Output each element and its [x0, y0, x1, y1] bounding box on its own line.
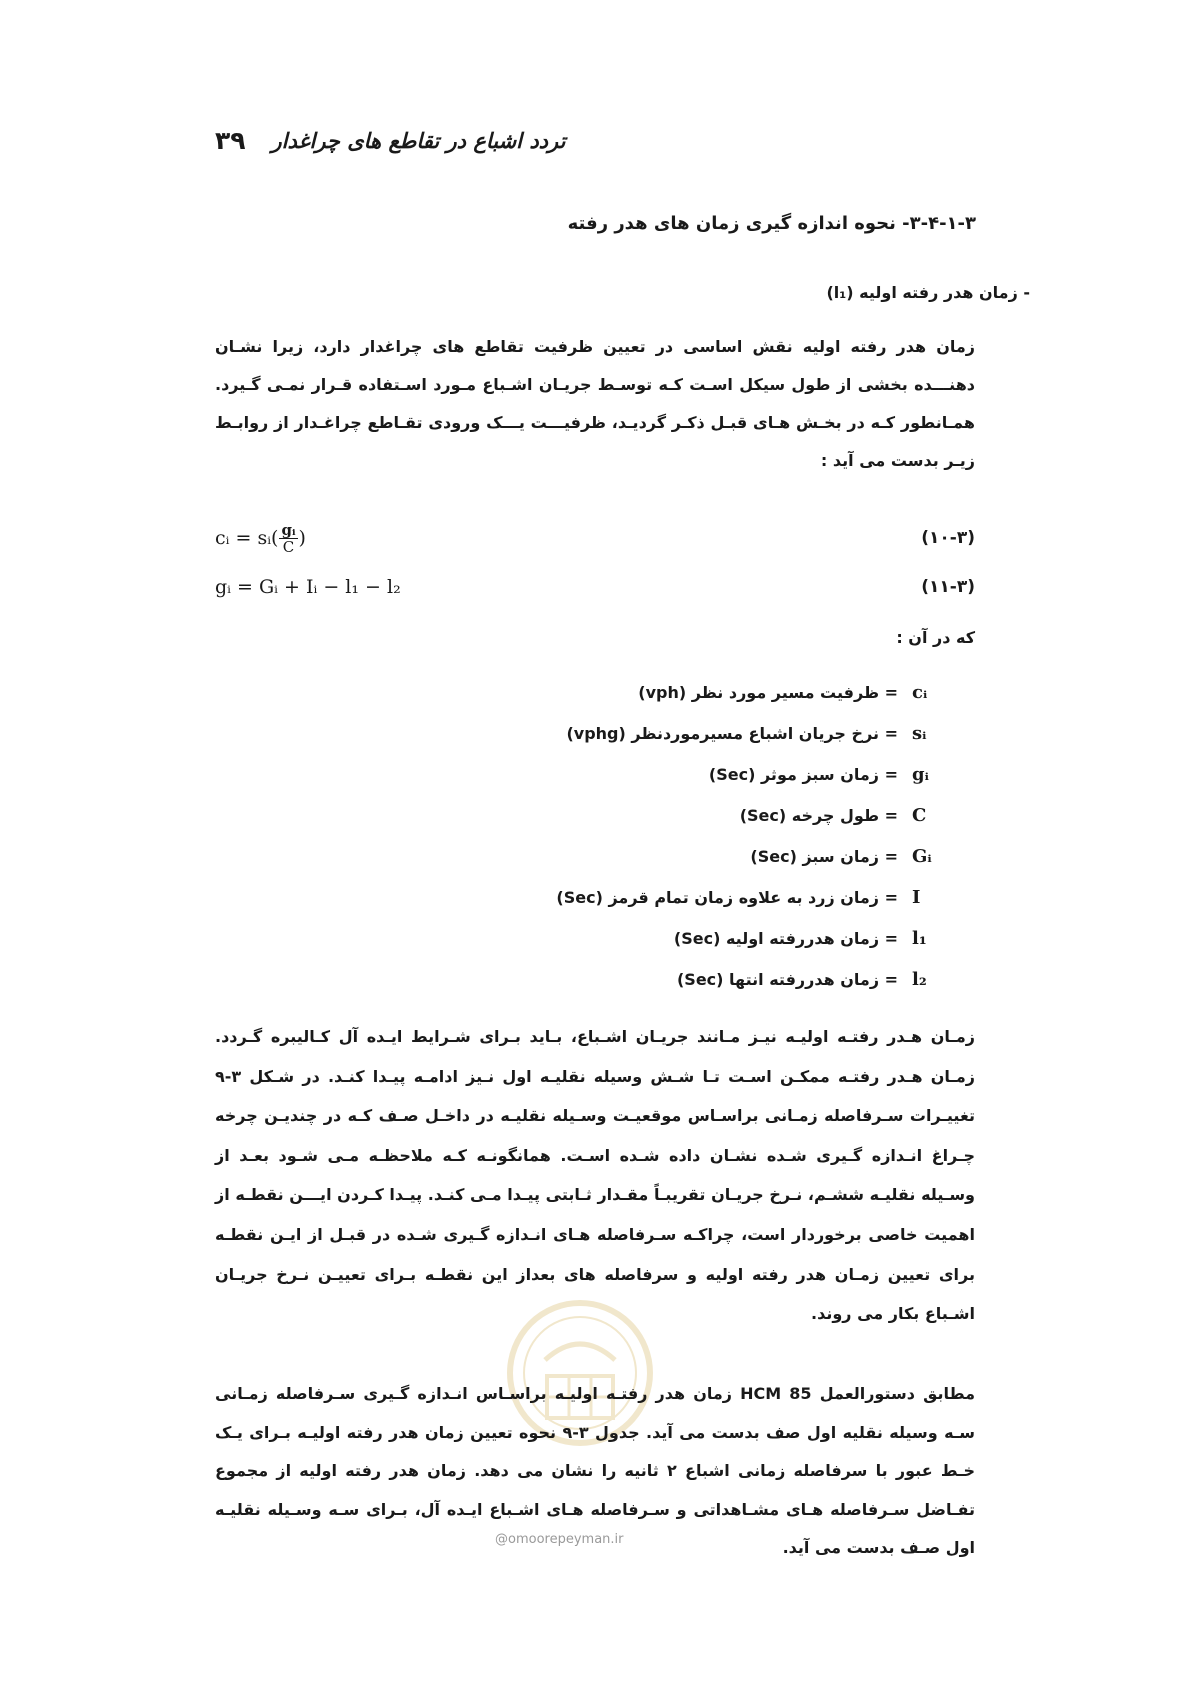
sub-heading: - زمان هدر رفته اولیه (l₁) — [826, 283, 1030, 302]
running-header-title: تردد اشباع در تقاطع های چراغدار — [271, 127, 566, 153]
definition-symbol: cᵢ — [912, 682, 928, 703]
definition-item — [338, 877, 938, 918]
paragraph-hcm85: مطابق دستورالعمل HCM 85 زمان هدر رفتـه اولیـه براسـاس انـدازه گـیری سـرفاصله زمـانی سـه وسیله نقلیه اول صف بدست می آید. جدول ۳-۹ نحوه تعیین زمان هدر رفته اولیـه بـرای یـک خـط عبور با سرفاصله زمانی اشباع ۲ ثانیه را نشان می دهد. زمان هدر رفته اولیه از مجموع تفـاضل سـرفاصله هـای مشـاهداتی و سـرفاصله هـای اشـباع ایـده آل، بـرای سـه وسـیله نقلیـه اول صـف بدست می آید. — [215, 1384, 976, 1557]
definition-symbol: I — [912, 887, 921, 908]
definition-text: = ظرفیت مسیر مورد نظر (vph) — [638, 683, 898, 702]
equation-11-3 — [215, 567, 975, 607]
formula-effective-green: gᵢ = Gᵢ + Iᵢ − l₁ − l₂ — [215, 576, 401, 598]
definition-symbol: l₁ — [912, 928, 927, 949]
definition-item — [338, 918, 938, 959]
definition-symbol: l₂ — [912, 969, 927, 990]
definition-text: = زمان هدررفته انتها (Sec) — [676, 970, 898, 989]
formula-capacity-lhs: cᵢ = sᵢ( — [215, 527, 279, 549]
definition-text: = طول چرخه (Sec) — [739, 806, 898, 825]
definition-item — [338, 713, 938, 754]
definition-text: = زمان زرد به علاوه زمان تمام قرمز (Sec) — [556, 888, 898, 907]
definition-text: = زمان هدررفته اولیه (Sec) — [673, 929, 898, 948]
watermark-url: @omoorepeyman.ir — [495, 1532, 624, 1547]
equation-10-3 — [215, 518, 975, 558]
definition-symbol: sᵢ — [912, 723, 927, 744]
definition-symbol: gᵢ — [912, 764, 929, 785]
definition-list — [338, 672, 938, 1000]
definition-symbol: Gᵢ — [912, 846, 932, 867]
definition-item — [338, 836, 938, 877]
fraction-numerator: gᵢ — [281, 520, 296, 539]
definition-item — [338, 672, 938, 713]
definition-text: = زمان سبز (Sec) — [750, 847, 898, 866]
formula-capacity-rhs: ) — [298, 527, 306, 549]
section-heading: ۳-۴-۱-۳- نحوه اندازه گیری زمان های هدر رفته — [567, 213, 976, 234]
paragraph-intro: زمان هدر رفته اولیه نقش اساسی در تعیین ظرفیت تقاطع های چراغدار دارد، زیرا نشـان دهنـــده بخشی از طول سیکل اسـت کـه توسـط جریـان اشـباع مـورد اسـتفاده قـرار نمـی گـیرد. همـانطور کـه در بخـش هـای قبـل ذکـر گردیـد، ظرفیـــت یـــک ورودی تقـاطع چراغـدار از روابـط زیـر بدست می آید : — [215, 337, 975, 470]
formula-fraction — [279, 522, 297, 555]
equation-number: (۱۰-۳) — [921, 528, 975, 548]
equation-number: (۱۱-۳) — [921, 577, 975, 597]
definition-item — [338, 754, 938, 795]
running-header — [215, 120, 575, 160]
formula-capacity — [215, 522, 306, 555]
definition-item — [338, 959, 938, 1000]
page-number: ۳۹ — [215, 125, 246, 155]
definition-text: = نرخ جریان اشباع مسیرموردنظر (vphg) — [566, 724, 898, 743]
where-label: که در آن : — [896, 628, 975, 647]
definition-symbol: C — [912, 805, 927, 826]
definition-text: = زمان سبز موثر (Sec) — [708, 765, 898, 784]
definition-item — [338, 795, 938, 836]
fraction-denominator: C — [282, 537, 295, 556]
paragraph-calibration: زمـان هـدر رفتـه اولیـه نیـز مـانند جریـان اشـباع، بـاید بـرای شـرایط ایـده آل کـالیبره گـردد. زمـان هـدر رفتـه ممکـن اسـت تـا شـش وسیله نقلیـه اول نـیز ادامـه پیـدا کنـد. در شـکل ۳-۹ تغییـرات سـرفاصله زمـانی براسـاس موقعیـت وسـیله نقلیـه در داخـل صـف کـه در چندیـن چرخه چـراغ انـدازه گـیری شـده نشـان داده شـده اسـت. همانگونـه کـه ملاحظـه مـی شـود بعـد از وسـیله نقلیـه ششـم، نـرخ جریـان تقریبـاً مقـدار ثـابتی پیـدا مـی کنـد. پیـدا کـردن ایـــن نقطـه از اهمیت خاصی برخوردار است، چراکـه سـرفاصله هـای انـدازه گـیری شـده در قبـل از ایـن نقطـه برای تعیین زمـان هدر رفته اولیه و سرفاصله های بعداز این نقطـه بـرای تعییـن نـرخ جریـان اشـباع بکار می روند. — [215, 1027, 975, 1324]
